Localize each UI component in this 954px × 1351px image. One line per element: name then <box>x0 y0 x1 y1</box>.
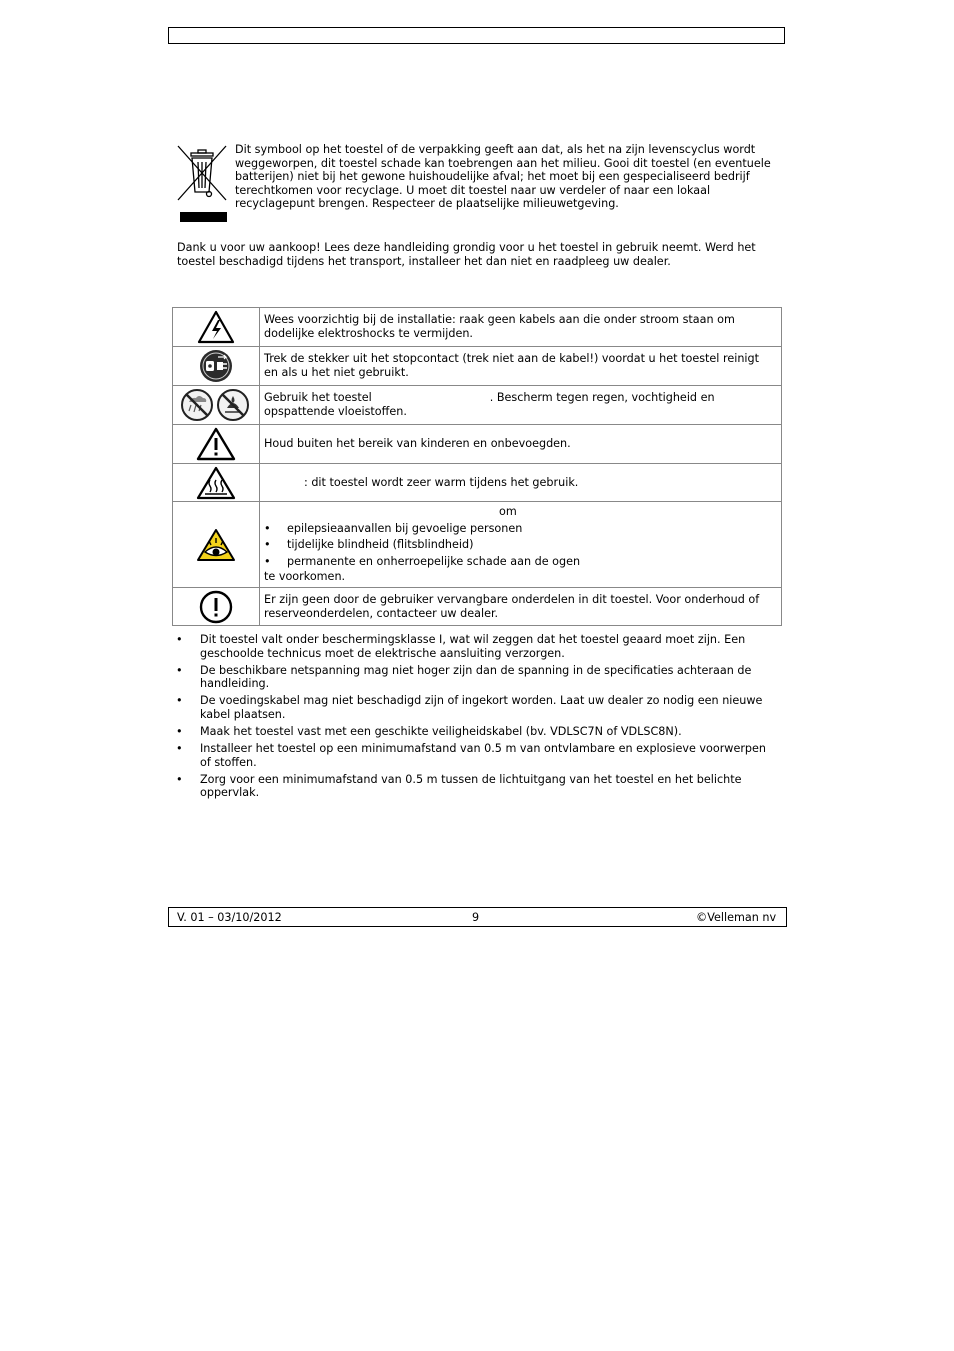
list-item-line: oppervlak. <box>200 786 260 800</box>
crossed-out-wheelie-bin-icon <box>176 144 230 224</box>
safety-text-line <box>264 476 775 490</box>
weee-line: Dit symbool op het toestel of de verpakking geeft aan dat, als het na zijn levenscyclus wordt <box>235 143 756 156</box>
list-item-line: kabel plaatsen. <box>200 707 286 721</box>
list-item <box>172 725 772 739</box>
safety-text-line: Houd buiten het bereik van kinderen en onbevoegden. <box>264 437 571 451</box>
safety-text-line: dodelijke elektroshocks te vermijden. <box>264 327 473 340</box>
safety-icon-cell <box>173 386 260 425</box>
safety-text-line: Wees voorzichtig bij de installatie: raak geen kabels aan die onder stroom staan om <box>264 313 735 327</box>
safety-text-cell <box>260 464 782 502</box>
weee-line: weggeworpen, dit toestel schade kan toebrengen aan het milieu. Gooi dit toestel (en eventuele <box>235 156 771 170</box>
safety-text-line <box>264 391 775 405</box>
safety-text-cell <box>260 502 782 588</box>
unplug-icon <box>199 349 233 383</box>
safety-icon-cell <box>173 308 260 347</box>
weee-notice <box>235 143 780 211</box>
safety-text-line: om <box>499 505 517 519</box>
safety-row <box>173 347 782 386</box>
safety-text-fragment: : dit toestel wordt zeer warm tijdens het gebruik. <box>304 475 579 489</box>
list-item <box>172 742 772 769</box>
general-warning-icon <box>196 427 236 461</box>
safety-icon-cell <box>173 502 260 588</box>
safety-icon-cell <box>173 425 260 464</box>
safety-icon-cell <box>173 588 260 626</box>
weee-line: batterijen) niet bij het gewone huishoudelijke afval; het moet bij een gespecialiseerd bedrijf <box>235 170 750 184</box>
safety-bullet: • epilepsieaanvallen bij gevoelige personen <box>264 522 775 536</box>
safety-icon-cell <box>173 347 260 386</box>
safety-row <box>173 464 782 502</box>
safety-text-line: reserveonderdelen, contacteer uw dealer. <box>264 606 499 620</box>
page-number: 9 <box>472 911 480 924</box>
safety-bullet: • permanente en onherroepelijke schade aan de ogen <box>264 555 775 569</box>
list-item <box>172 773 772 800</box>
list-item <box>172 664 772 691</box>
safety-text-cell <box>260 425 782 464</box>
safety-row <box>173 588 782 626</box>
weee-line: recyclagepunt brengen. Respecteer de plaatselijke milieuwetgeving. <box>235 197 619 211</box>
safety-notes-list <box>172 633 772 804</box>
safety-text-cell <box>260 588 782 626</box>
list-item-line: geschoolde technicus moet de elektrische aansluiting verzorgen. <box>200 646 565 660</box>
safety-bullet: • tijdelijke blindheid (flitsblindheid) <box>264 538 775 552</box>
safety-text-line: te voorkomen. <box>264 570 346 584</box>
list-item <box>172 633 772 660</box>
safety-text-line: Trek de stekker uit het stopcontact (trek niet aan de kabel!) voordat u het toestel reinigt <box>264 352 759 366</box>
safety-text-fragment: . Bescherm tegen regen, vochtigheid en <box>489 391 715 405</box>
eye-hazard-icon <box>196 528 236 562</box>
hot-surface-icon <box>196 466 236 500</box>
list-item-line: • Maak het toestel vast met een geschikte veiligheidskabel (bv. VDLSC7N of VDLSC8N). <box>200 725 682 739</box>
safety-text-fragment: Gebruik het toestel <box>264 391 372 405</box>
safety-text-cell <box>260 386 782 425</box>
list-item-line: • Zorg voor een minimumafstand van 0.5 m tussen de lichtuitgang van het toestel en het belichte <box>200 772 742 786</box>
list-item-line: • De voedingskabel mag niet beschadigd zijn of ingekort worden. Laat uw dealer zo nodig een nieuwe <box>200 694 763 708</box>
weee-line: terechtkomen voor recyclage. U moet dit toestel naar uw verdeler of naar een lokaal <box>235 183 711 197</box>
safety-text-cell <box>260 308 782 347</box>
safety-icon-cell <box>173 464 260 502</box>
list-item-line: • Dit toestel valt onder beschermingsklasse I, wat wil zeggen dat het toestel geaard moet zijn. Een <box>200 633 746 646</box>
safety-row <box>173 425 782 464</box>
footer-version: V. 01 – 03/10/2012 <box>177 911 282 924</box>
safety-text-line: opspattende vloeistoffen. <box>264 405 407 418</box>
safety-text-line: en als u het niet gebruikt. <box>264 366 409 379</box>
safety-row <box>173 386 782 425</box>
safety-text-cell <box>260 347 782 386</box>
list-item <box>172 694 772 721</box>
intro-line: Dank u voor uw aankoop! Lees deze handleiding grondig voor u het toestel in gebruik neemt. Werd het <box>177 241 756 254</box>
safety-text-line: Er zijn geen door de gebruiker vervangbare onderdelen in dit toestel. Voor onderhoud of <box>264 592 760 606</box>
intro-paragraph <box>177 241 777 268</box>
safety-row <box>173 308 782 347</box>
list-item-line: • De beschikbare netspanning mag niet hoger zijn dan de spanning in de specificaties achteraan de <box>200 663 752 677</box>
footer-copyright: ©Velleman nv <box>696 911 777 924</box>
electric-shock-warning-icon <box>197 310 235 344</box>
list-item-line: • Installeer het toestel op een minimumafstand van 0.5 m van ontvlambare en explosieve voorwerpen <box>200 742 767 756</box>
header-box <box>168 27 785 44</box>
no-rain-no-moisture-icon <box>180 388 252 422</box>
intro-line: toestel beschadigd tijdens het transport, installeer het dan niet en raadpleeg uw dealer. <box>177 254 671 268</box>
exclamation-circle-icon <box>199 590 233 624</box>
list-item-line: handleiding. <box>200 677 270 691</box>
list-item-line: of stoffen. <box>200 755 257 769</box>
safety-table <box>172 307 782 626</box>
safety-row <box>173 502 782 588</box>
